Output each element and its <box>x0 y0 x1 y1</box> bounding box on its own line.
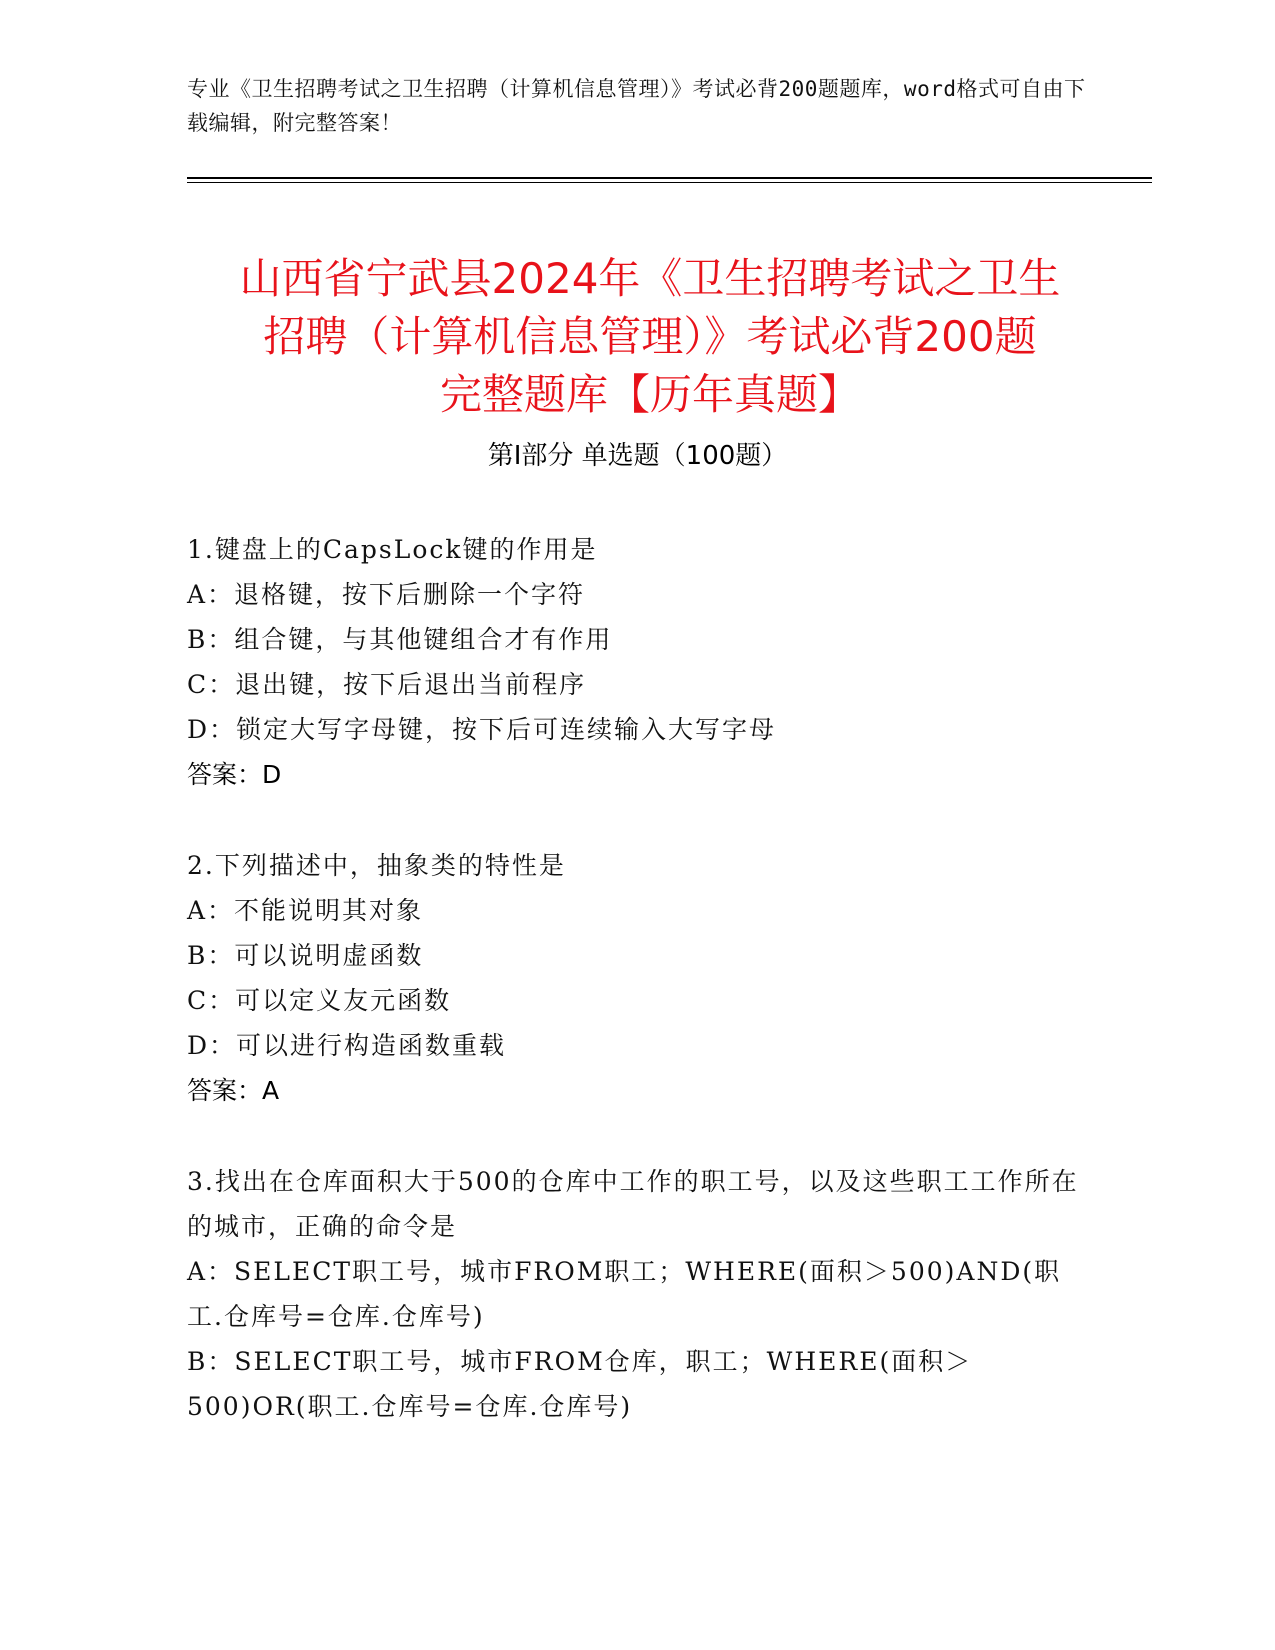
header-divider-thick <box>187 177 1152 179</box>
header-note: 专业《卫生招聘考试之卫生招聘（计算机信息管理）》考试必背200题题库，word格式可自由下载编辑，附完整答案！ <box>187 77 1086 135</box>
option-d: D：锁定大写字母键，按下后可连续输入大写字母 <box>187 715 777 744</box>
option-c: C：退出键，按下后退出当前程序 <box>187 670 587 699</box>
document-title-line-1: 山西省宁武县2024年《卫生招聘考试之卫生 <box>239 254 1061 304</box>
answer: 答案：D <box>187 760 282 789</box>
question-3 <box>187 1159 1092 1429</box>
header-divider-thin <box>187 182 1152 183</box>
option-b: B：可以说明虚函数 <box>187 941 424 970</box>
answer: 答案：A <box>187 1076 280 1105</box>
question-stem: 3.找出在仓库面积大于500的仓库中工作的职工号，以及这些职工工作所在的城市，正确的命令是 <box>187 1167 1079 1241</box>
option-c: C：可以定义友元函数 <box>187 986 452 1015</box>
question-list <box>187 527 1092 1475</box>
document-title-line-2: 招聘（计算机信息管理）》考试必背200题 <box>263 312 1037 362</box>
option-a: A：SELECT职工号，城市FROM职工；WHERE(面积＞500)AND(职工.仓库号=仓库.仓库号) <box>187 1257 1062 1331</box>
question-stem: 2.下列描述中，抽象类的特性是 <box>187 851 566 880</box>
question-1 <box>187 527 1092 797</box>
question-2 <box>187 843 1092 1113</box>
section-title: 第Ⅰ部分 单选题（100题） <box>487 441 788 471</box>
question-stem: 1.键盘上的CapsLock键的作用是 <box>187 535 598 564</box>
option-a: A：不能说明其对象 <box>187 896 424 925</box>
option-a: A：退格键，按下后删除一个字符 <box>187 580 586 609</box>
option-b: B：SELECT职工号，城市FROM仓库，职工；WHERE(面积＞500)OR(职工.仓库号=仓库.仓库号) <box>187 1347 973 1421</box>
document-title-line-3: 完整题库【历年真题】 <box>439 370 860 420</box>
option-b: B：组合键，与其他键组合才有作用 <box>187 625 613 654</box>
document-title <box>150 250 1150 424</box>
option-d: D：可以进行构造函数重载 <box>187 1031 507 1060</box>
